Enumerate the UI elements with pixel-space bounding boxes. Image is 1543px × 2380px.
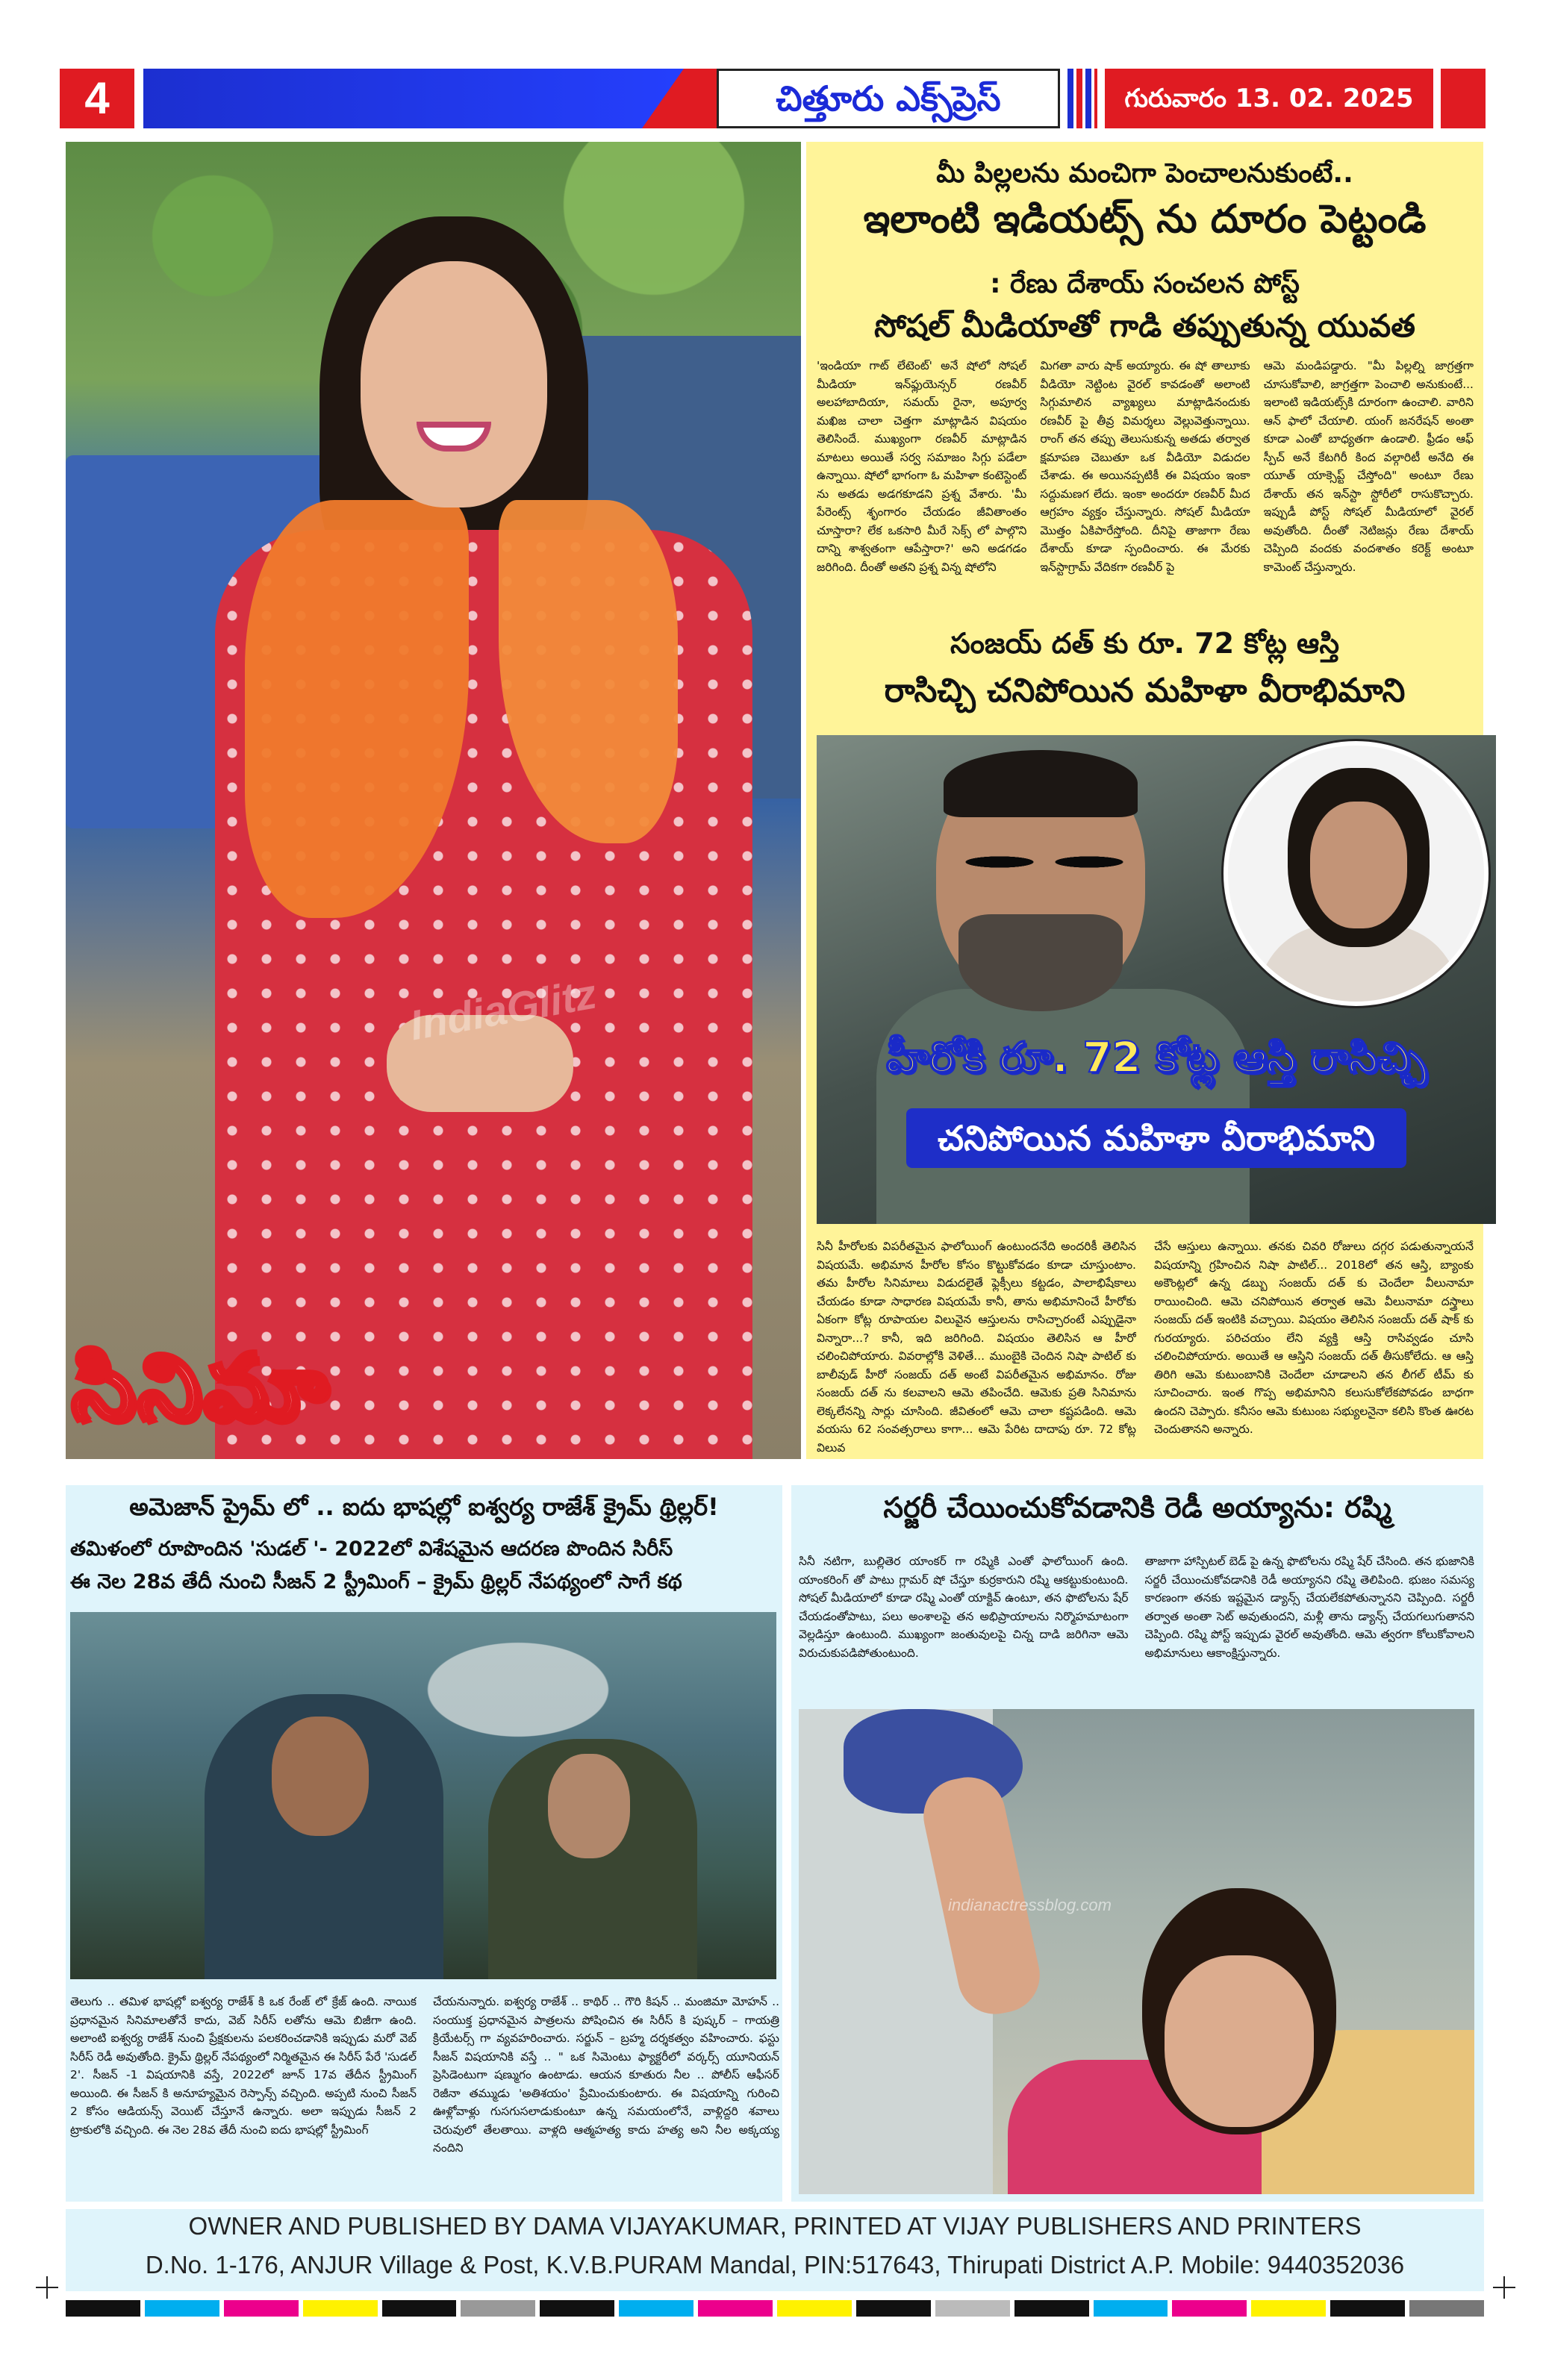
story4-photo [799, 1709, 1474, 2194]
story4-column: తాజాగా హాస్పిటల్ బెడ్ పై ఉన్న ఫొటోలను రష్మి షేర్ చేసింది. తన భుజానికి సర్జరీ చేయించుకోవడానికి రెడీ అయ్యానని రష్మి తెలిపింది. భుజం సమస్య కారణంగా తనకు ఇష్టమైన డ్యాన్స్ చేయలేకపోతున్నానని చెప్పింది. సర్జరీ తర్వాత అంతా సెట్ అవుతుందని, మళ్లీ తాను డ్యాన్స్ చేయగలుగుతానని చెప్పింది. రష్మి పోస్ట్ ఇప్పుడు వైరల్ అవుతోంది. ఆమె త్వరగా కోలుకోవాలని అభిమానులు ఆకాంక్షిస్తున్నారు. [1144, 1555, 1474, 1660]
imprint-footer [66, 2209, 1484, 2291]
story1-headline: ఇలాంటి ఇడియట్స్ ను దూరం పెట్టండి [863, 197, 1427, 242]
reg-swatch [461, 2300, 535, 2317]
page-number: 4 [60, 69, 134, 128]
photo-watermark: IndiaGlitz [406, 969, 600, 1049]
reg-swatch [224, 2300, 299, 2317]
story2-photo-man-body [876, 989, 1250, 1224]
reg-swatch [698, 2300, 773, 2317]
reg-swatch [856, 2300, 931, 2317]
story3-photo [70, 1612, 776, 1979]
reg-swatch [1251, 2300, 1326, 2317]
story1-headline2: సోషల్ మీడియాతో గాడి తప్పుతున్న యువత [874, 307, 1415, 344]
masthead-end-block [1441, 69, 1486, 128]
reg-swatch [303, 2300, 378, 2317]
story3-column: తెలుగు .. తమిళ భాషల్లో ఐశ్వర్య రాజేశ్ కి ఒక రేంజ్ లో క్రేజ్ ఉంది. నాయిక ప్రధానమైన సినిమాలతోనే కాదు, వెబ్ సిరీస్ లతోను ఆమె బిజీగా ఉంది. అలాంటి ఐశ్వర్య రాజేశ్ నుంచి ప్రేక్షకులను పలకరించడానికి ఇప్పుడు మరో వెబ్ సిరీస్ రెడీ అవుతోంది. క్రైమ్ థ్రిల్లర్ నేపథ్యంలో నిర్మితమైన ఈ సిరీస్ పేరే 'సుడల్ 2'. సీజన్ -1 విషయానికి వస్తే, 2022లో జూన్ 17వ తేదీన స్ట్రీమింగ్ అయింది. ఈ సీజన్ కి అనూహ్యమైన రెస్పాన్స్ వచ్చింది. అప్పటి నుంచి సీజన్ 2 కోసం ఆడియన్స్ వెయిట్ చేస్తూనే ఉన్నారు. అలా ఇప్పుడు సీజన్ 2 ట్రాకులోకి వచ్చింది. ఈ నెల 28వ తేదీ నుంచి ఐదు భాషల్లో స్ట్రీమింగ్ [70, 1995, 417, 2137]
story2-photo [817, 735, 1496, 1224]
imprint-line-1: OWNER AND PUBLISHED BY DAMA VIJAYAKUMAR, PRINTED AT VIJAY PUBLISHERS AND PRINTERS [188, 2212, 1362, 2240]
story4-headline: సర్జరీ చేయించుకోవడానికి రెడీ అయ్యాను: రష్మి [883, 1491, 1391, 1524]
story3-body [70, 1993, 779, 2198]
photo-person [215, 216, 801, 1459]
story1-body [817, 357, 1474, 648]
masthead-blue-band [143, 69, 711, 128]
story2-photo-man-hair [944, 750, 1138, 817]
story2-photo-caption-2: చనిపోయిన మహిళా వీరాభిమాని [906, 1108, 1406, 1168]
masthead [60, 69, 1486, 128]
issue-date: గురువారం 13. 02. 2025 [1105, 69, 1433, 128]
story3-headline: అమెజాన్ ప్రైమ్ లో .. ఐదు భాషల్లో ఐశ్వర్య రాజేశ్ క్రైమ్ థ్రిల్లర్! [129, 1493, 719, 1521]
section-tag-cinema: సినిమా [72, 1336, 330, 1440]
reg-swatch [777, 2300, 852, 2317]
inset-woman-face [1310, 802, 1407, 928]
story4-photo-watermark: indianactressblog.com [948, 1896, 1112, 1914]
story3-panel [66, 1485, 782, 2202]
reg-swatch [540, 2300, 614, 2317]
story1-column: మిగతా వారు షాక్ అయ్యారు. ఈ షో తాలూకు వీడియో నెట్టింట వైరల్ కావడంతో అలాంటి సిగ్గుమాలిన వ్యాఖ్యలు మాట్లాడినందుకు రణవీర్ పై తీవ్ర విమర్శలు వెల్లువెత్తున్నాయి. రాంగ్ తన తప్పు తెలుసుకున్న అతడు తర్వాత క్షమాపణ చెబుతూ ఒక వీడియో విడుదల చేశాడు. ఈ అయినప్పటికీ ఈ విషయం ఇంకా సద్దుమణగ లేదు. ఇంకా అందరూ రణవీర్ మీద ఆగ్రహం వ్యక్తం చేస్తున్నారు. సోషల్ మీడియా మొత్తం ఏకిపారేస్తోంది. దీనిపై తాజాగా రేణు దేశాయ్ కూడా స్పందించారు. ఈ మేరకు ఇన్‌స్టాగ్రామ్ వేదికగా రణవీర్ పై [1040, 359, 1250, 574]
lead-photo-renu-desai [66, 142, 801, 1459]
story2-body [817, 1237, 1474, 1454]
story2-photo-inset-woman [1224, 741, 1489, 1006]
story2-headline: రాసిచ్చి చనిపోయిన మహిళా వీరాభిమాని [884, 672, 1406, 710]
imprint-line-2: D.No. 1-176, ANJUR Village & Post, K.V.B.PURAM Mandal, PIN:517643, Thirupati District A.P. Mobile: 9440352036 [145, 2251, 1405, 2279]
reg-swatch [935, 2300, 1010, 2317]
yellow-panel [806, 142, 1483, 1459]
story4-column: సినీ నటిగా, బుల్లితెర యాంకర్ గా రష్మికి ఎంతో ఫాలోయింగ్ ఉంది. యాంకరింగ్ తో పాటు గ్లామర్ షో చేస్తూ కుర్రకారుని రష్మి ఆకట్టుకుంటుంది. సోషల్ మీడియాలో కూడా రష్మి ఎంతో యాక్టివ్ ఉంటూ, తన ఫొటోలను షేర్ చేయడంతోపాటు, పలు అంశాలపై తన అభిప్రాయాలను నిర్మొహమాటంగా వెల్లడిస్తూ ఉంటుంది. ముఖ్యంగా జంతువులపై చిన్న దాడి జరిగినా ఆమె విరుచుకుపడిపోతుంటుంది. [799, 1555, 1129, 1660]
story1-subkicker: : రేణు దేశాయ్ సంచలన పోస్ట్ [990, 269, 1300, 299]
story2-kicker: సంజయ్ దత్ కు రూ. 72 కోట్ల ఆస్తి [950, 627, 1340, 660]
reg-swatch [1094, 2300, 1168, 2317]
story4-panel [791, 1485, 1483, 2202]
photo-face [361, 261, 547, 507]
story2-column: చేసే ఆస్తులు ఉన్నాయి. తనకు చివరి రోజులు దగ్గర పడుతున్నాయనే విషయాన్ని గ్రహించిన నిషా పాటిల్... 2018లో తన ఆస్తి, బ్యాంకు అకౌంట్లలో ఉన్న డబ్బు సంజయ్ దత్ కు చెందేలా వీలునామా రాయించింది. ఆమె చనిపోయిన తర్వాత ఆమె వీలునామా దస్త్రాలు సంజయ్ దత్ ఇంటికి వచ్చాయి. విషయం తెలిసిన సంజయ్ దత్ షాక్ కు గురయ్యారు. పరిచయం లేని వ్యక్తి ఆస్తి రాసివ్వడం చూసి చలించిపోయారు. అయితే ఆ ఆస్తిని సంజయ్ దత్ తీసుకోలేదు. ఆ ఆస్తి తిరిగి ఆమె కుటుంబానికి చెందేలా చూడాలని తన లీగల్ టీమ్ కు సూచించారు. ఇంత గొప్ప అభిమానిని కలుసుకోలేకపోవడం బాధగా ఉందని చెప్పారు. కనీసం ఆమె కుటుంబ సభ్యులనైనా కలిసి కొంత ఊరట చెందుతానని అన్నారు. [1154, 1240, 1474, 1436]
story3-photo-man-face [272, 1717, 369, 1836]
story1-column: ఆమె మండిపడ్డారు. "మీ పిల్లల్ని జాగ్రత్తగా చూసుకోవాలి, జాగ్రత్తగా పెంచాలి అనుకుంటే... ఇలాంటి ఇడియట్స్‌కి దూరంగా ఉంచాలి. వారిని ఆన్ ఫాలో చేయాలి. యంగ్ జనరేషన్ అంతా కూడా ఎంతో బాధ్యతగా ఉండాలి. ఫ్రీడం ఆఫ్ స్పీచ్ అనే కేటగిరీ కింద వల్గారిటీ అనేది ఈ యూత్ యాక్సెప్ట్ చేస్తోంది" అంటూ రేణు దేశాయ్ తన ఇన్‌స్టా స్టోరీలో రాసుకొచ్చారు. ఇప్పుడీ పోస్ట్ సోషల్ మీడియాలో వైరల్ అవుతోంది. దీంతో నెటిజన్లు రేణు దేశాయ్ చెప్పింది వందకు వందశాతం కరెక్ట్ అంటూ కామెంట్ చేస్తున్నారు. [1263, 359, 1474, 574]
reg-swatch [382, 2300, 457, 2317]
story4-body [799, 1552, 1474, 1709]
reg-swatch [1172, 2300, 1247, 2317]
reg-swatch [1330, 2300, 1405, 2317]
story2-photo-beard [958, 914, 1123, 1011]
story2-column: సినీ హీరోలకు విపరీతమైన ఫాలోయింగ్ ఉంటుందనేది అందరికీ తెలిసిన విషయమే. అభిమాన హీరోల కోసం కొట్టుకోవడం కూడా చూస్తుంటాం. తమ హీరోల సినిమాలు విడుదలైతే ఫ్లెక్సీలు కట్టడం, పాలాభిషేకాలు చేయడం కూడా సాధారణ విషయమే కానీ, తాను అభిమానించే హీరోకు ఏకంగా కోట్ల రూపాయల విలువైన ఆస్తులను రాసిచ్చారంటే ఎప్పుడైనా విన్నారా...? కానీ, ఇది జరిగింది. విషయం తెలిసిన ఆ హీరో చలించిపోయారు. వివరాల్లోకి వెళితే... ముంబైకి చెందిన నిషా పాటిల్ కు బాలీవుడ్ హీరో సంజయ్ దత్ అంటే విపరీతమైన అభిమానం. రోజు సంజయ్ దత్ ను కలవాలని ఆమె తపించేది. ఆమెకు ప్రతి సినిమాను లెక్కలేనన్ని సార్లు చూసింది. జీవితంలో ఆమె చాలా కష్టపడింది. ఆమె వయసు 62 సంవత్సరాలు కాగా... ఆమె పేరిట దాదాపు రూ. 72 కోట్ల విలువ [817, 1240, 1136, 1454]
registration-cross-icon [36, 2276, 58, 2299]
reg-swatch [1014, 2300, 1089, 2317]
story1-kicker: మీ పిల్లలను మంచిగా పెంచాలనుకుంటే.. [936, 158, 1353, 189]
reg-swatch [619, 2300, 693, 2317]
registration-cross-icon [1493, 2276, 1515, 2299]
story2-photo-caption-1: హీరోకి రూ. 72 కోట్ల ఆస్తి రాసిచ్చి [886, 1034, 1427, 1082]
reg-swatch [145, 2300, 219, 2317]
story1-column: 'ఇండియా గాట్ లేటెంట్' అనే షోలో సోషల్ మీడియా ఇన్‌ఫ్లుయెన్సర్ రణవీర్ అలహాబాదియా, సమయ్ రైనా, అపూర్వ మఖిజ చాలా చెత్తగా మాట్లాడిన విషయం తెలిసిందే. ముఖ్యంగా రణవీర్ మాట్లాడిన మాటలు అయితే సర్వ సమాజం సిగ్గు పడేలా ఉన్నాయి. షోలో భాగంగా ఓ మహిళా కంటెస్టెంట్ ను అతడు అడగకూడని ప్రశ్న వేశారు. 'మీ పేరెంట్స్ శృంగారం చేయడం జీవితాంతం చూస్తారా? లేక ఒకసారి మీరే సెక్స్ లో పాల్గొని దాన్ని శాశ్వతంగా ఆపేస్తారా?' అని అడగడం జరిగింది. దీంతో అతని ప్రశ్న విన్న షోలోని [817, 359, 1027, 574]
reg-swatch [1409, 2300, 1484, 2317]
reg-swatch [66, 2300, 140, 2317]
story3-subhead-1: తమిళంలో రూపొందిన 'సుడల్ '- 2022లో విశేషమైన ఆదరణ పొందిన సిరీస్ [70, 1537, 673, 1561]
masthead-stripes [1067, 69, 1097, 128]
registration-color-bar [66, 2300, 1484, 2317]
story3-subhead-2: ఈ నెల 28వ తేదీ నుంచి సీజన్ 2 స్ట్రీమింగ్ – క్రైమ్ థ్రిల్లర్ నేపథ్యంలో సాగే కథ [70, 1570, 682, 1593]
newspaper-title: చిత్తూరు ఎక్స్‌ప్రెస్ [717, 69, 1060, 128]
sunglasses-icon [955, 840, 1134, 884]
story3-column: చేయనున్నారు. ఐశ్వర్య రాజేశ్ .. కాథిర్ .. గౌరి కిషన్ .. మంజిమా మోహన్ .. సంయుక్త ప్రధానమైన పాత్రలను పోషించిన ఈ సిరీస్ కి పుష్కర్ – గాయత్రి క్రియేటర్స్ గా వ్యవహరించారు. సర్జున్ – బ్రహ్మ దర్శకత్వం వహించారు. ఫస్టు సీజన్ విషయానికి వస్తే .. " ఒక సిమెంటు ఫ్యాక్టరీలో వర్కర్స్ యూనియన్ ప్రెసిడెంటుగా షణ్ముగం ఉంటాడు. ఆయన కూతురు నీల .. పోలీస్ ఆఫీసర్ రెజీనా తమ్ముడు 'అతిశయం' ప్రేమించుకుంటారు. ఈ విషయాన్ని గురించి ఊళ్లోవాళ్లు గుసగుసలాడుకుంటూ ఉన్న సమయంలోనే, వాళ్లిద్దరి శవాలు చెరువులో తేలతాయి. వాళ్లది ఆత్మహత్య కాదు హత్య అని నీల అక్కయ్య నందిని [433, 1995, 779, 2155]
story3-photo-woman-face [548, 1754, 630, 1858]
story4-photo-face [1165, 1955, 1314, 2127]
